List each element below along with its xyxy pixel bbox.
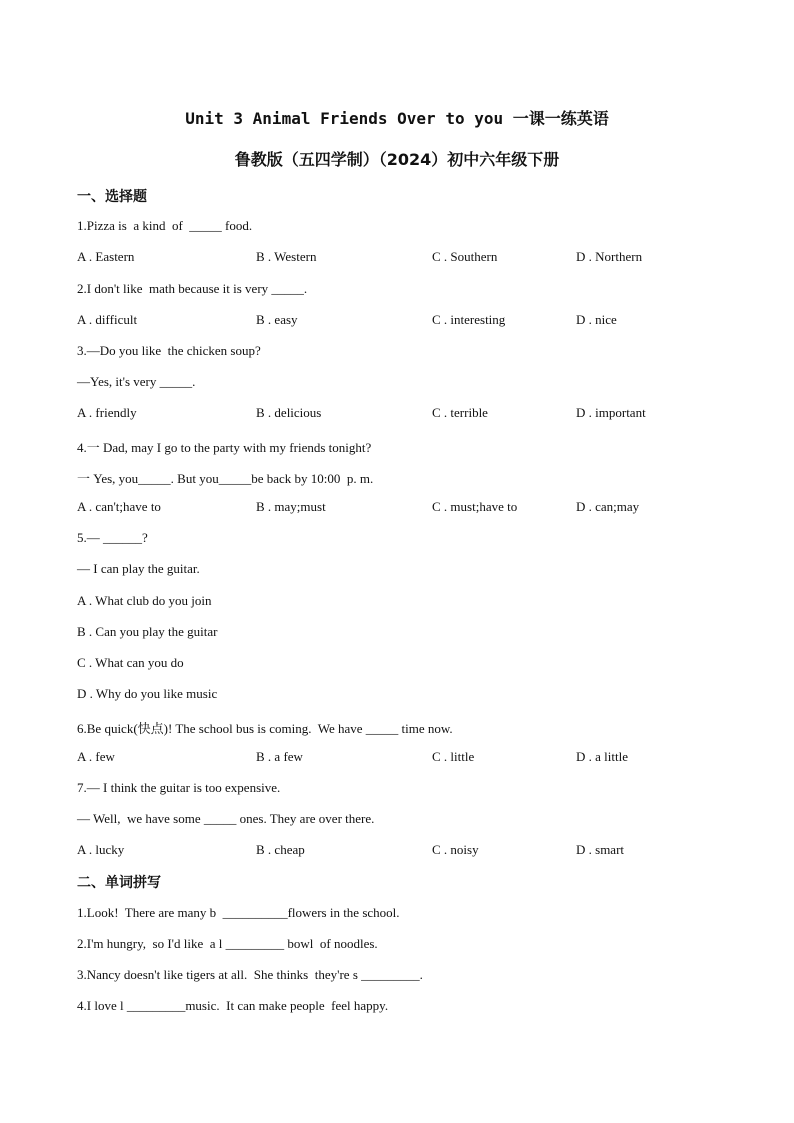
question-5-option-c: C . What can you do (77, 655, 184, 670)
question-1-option-b: B . Western (256, 249, 317, 264)
section-heading-spelling: 二、单词拼写 (77, 875, 161, 891)
question-4-option-a: A . can't;have to (77, 499, 161, 514)
question-7-stem: 7.— I think the guitar is too expensive. (77, 780, 281, 795)
question-3-option-c: C . terrible (432, 405, 488, 420)
spelling-item-1: 1.Look! There are many b __________flowers in the school. (77, 905, 400, 920)
question-1-stem: 1.Pizza is a kind of _____ food. (77, 218, 253, 233)
question-2-option-d: D . nice (576, 312, 617, 327)
spelling-item-2: 2.I'm hungry, so I'd like a l _________ bowl of noodles. (77, 936, 378, 951)
question-6-option-d: D . a little (576, 749, 628, 764)
question-6-option-b: B . a few (256, 749, 303, 764)
question-4-option-b: B . may;must (256, 499, 326, 514)
question-2-stem: 2.I don't like math because it is very _____. (77, 281, 308, 296)
question-3-option-a: A . friendly (77, 405, 137, 420)
question-4-option-d: D . can;may (576, 499, 640, 514)
question-1-option-c: C . Southern (432, 249, 498, 264)
question-1-option-d: D . Northern (576, 249, 643, 264)
question-3-option-b: B . delicious (256, 405, 322, 420)
question-6-option-a: A . few (77, 749, 115, 764)
question-7-stem-reply: — Well, we have some _____ ones. They are over there. (77, 811, 375, 826)
question-7-option-c: C . noisy (432, 842, 479, 857)
question-7-option-b: B . cheap (256, 842, 305, 857)
spelling-item-3: 3.Nancy doesn't like tigers at all. She thinks they're s _________. (77, 967, 423, 982)
question-4-stem-reply: 一 Yes, you_____. But you_____be back by 10:00 p. m. (77, 471, 374, 486)
question-6-option-c: C . little (432, 749, 475, 764)
question-7-option-d: D . smart (576, 842, 625, 857)
question-6-stem: 6.Be quick(快点)! The school bus is coming. We have _____ time now. (77, 721, 453, 736)
question-2-option-c: C . interesting (432, 312, 506, 327)
spelling-item-4: 4.I love l _________music. It can make people feel happy. (77, 998, 389, 1013)
question-2-option-a: A . difficult (77, 312, 138, 327)
question-5-option-a: A . What club do you join (77, 593, 212, 608)
question-7-option-a: A . lucky (77, 842, 125, 857)
question-5-stem: 5.— ______? (77, 530, 148, 545)
title-line-1: Unit 3 Animal Friends Over to you 一课一练英语 (185, 109, 609, 128)
question-3-stem-reply: —Yes, it's very _____. (77, 374, 196, 389)
question-5-stem-reply: — I can play the guitar. (77, 561, 200, 576)
question-4-stem: 4.一 Dad, may I go to the party with my friends tonight? (77, 440, 372, 455)
question-3-stem: 3.—Do you like the chicken soup? (77, 343, 261, 358)
question-5-option-d: D . Why do you like music (77, 686, 218, 701)
question-3-option-d: D . important (576, 405, 646, 420)
question-5-option-b: B . Can you play the guitar (77, 624, 218, 639)
question-4-option-c: C . must;have to (432, 499, 518, 514)
question-2-option-b: B . easy (256, 312, 298, 327)
question-1-option-a: A . Eastern (77, 249, 135, 264)
title-line-2: 鲁教版（五四学制）（2024）初中六年级下册 (234, 150, 560, 169)
section-heading-choice: 一、选择题 (77, 189, 147, 205)
